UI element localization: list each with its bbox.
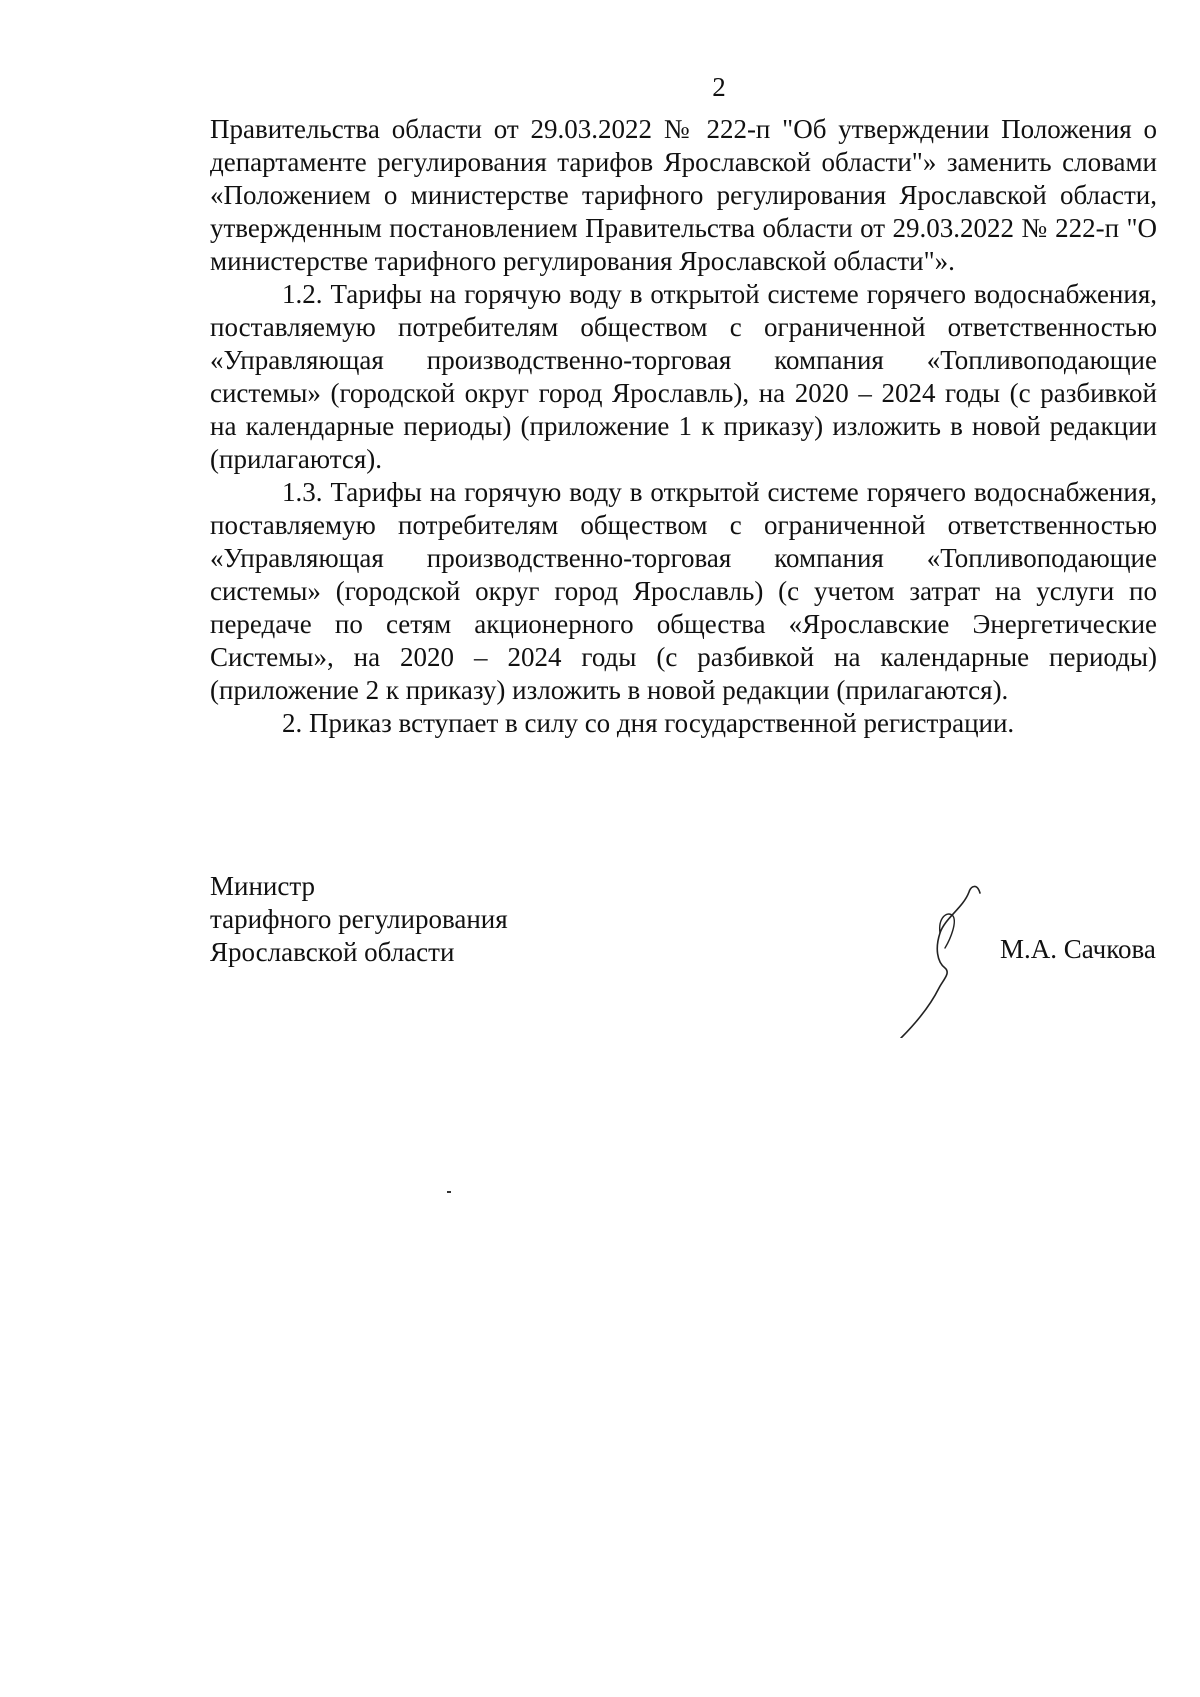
position-line: Министр <box>210 871 315 901</box>
handwritten-signature-icon <box>895 878 985 1038</box>
scan-speck <box>447 1191 451 1193</box>
position-line: Ярославской области <box>210 937 455 967</box>
signatory-position <box>210 870 508 969</box>
document-body <box>210 113 1157 740</box>
page-number: 2 <box>712 72 726 102</box>
signer-name: М.А. Сачкова <box>1000 934 1156 964</box>
position-line: тарифного регулирования <box>210 904 508 934</box>
paragraph-2: 2. Приказ вступает в силу со дня государственной регистрации. <box>282 708 1015 738</box>
paragraph-continuation: Правительства области от 29.03.2022 № 222-п "Об утверждении Положения о департаменте регулирования тарифов Ярославской области"» заменить словами «Положением о министерстве тарифного регулирования Ярославской области, утвержденным постановлением Правительства области от 29.03.2022 № 222-п "О министерстве тарифного регулирования Ярославской области"». <box>210 114 1157 276</box>
paragraph-1-3: 1.3. Тарифы на горячую воду в открытой системе горячего водоснабжения, поставляемую потребителям обществом с ограниченной ответственностью «Управляющая производственно-торговая компания «Топливоподающие системы» (городской округ город Ярославль) (с учетом затрат на услуги по передаче по сетям акционерного общества «Ярославские Энергетические Системы», на 2020 – 2024 годы (с разбивкой на календарные периоды) (приложение 2 к приказу) изложить в новой редакции (прилагаются). <box>210 477 1157 705</box>
paragraph-1-2: 1.2. Тарифы на горячую воду в открытой системе горячего водоснабжения, поставляемую потребителям обществом с ограниченной ответственностью «Управляющая производственно-торговая компания «Топливоподающие системы» (городской округ город Ярославль), на 2020 – 2024 годы (с разбивкой на календарные периоды) (приложение 1 к приказу) изложить в новой редакции (прилагаются). <box>210 279 1157 474</box>
